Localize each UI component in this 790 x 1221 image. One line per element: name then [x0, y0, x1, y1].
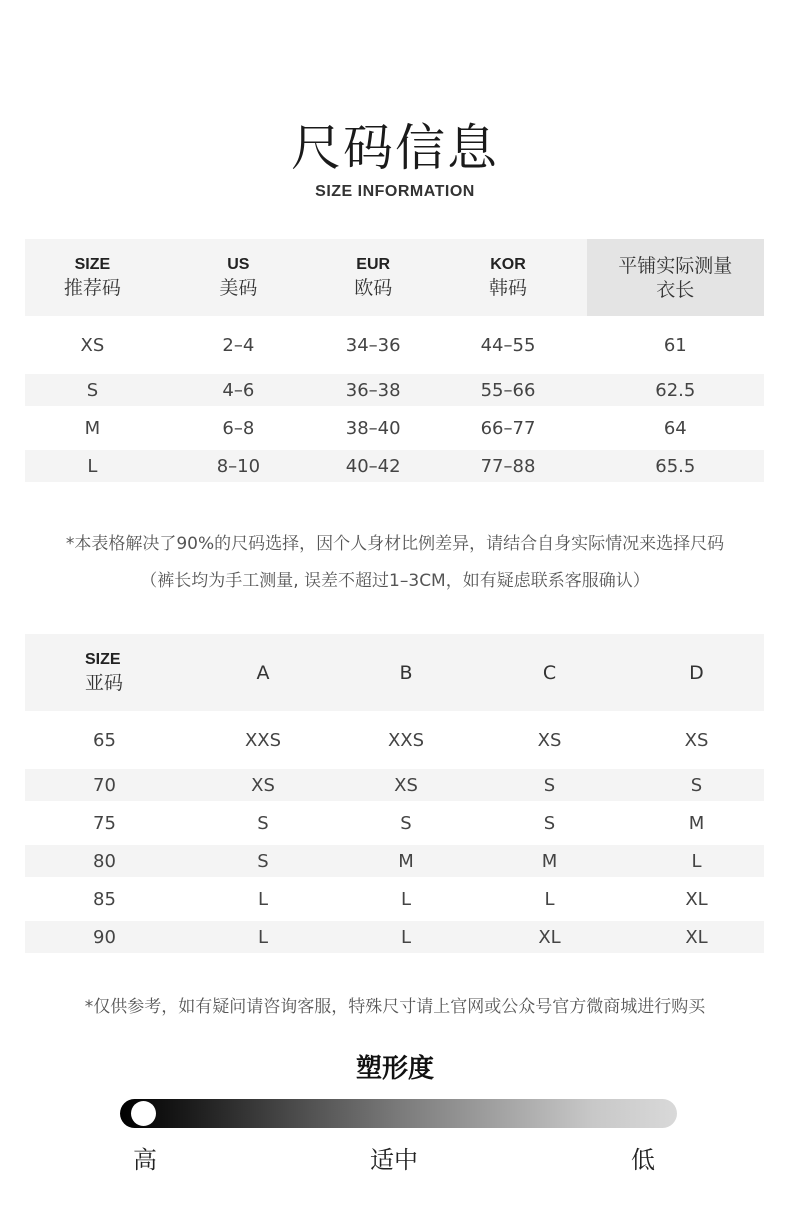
table-row — [25, 316, 764, 374]
header-us-en: US — [227, 255, 250, 273]
table-cell: 90 — [25, 921, 184, 953]
table-cell: 75 — [93, 812, 116, 834]
table-cell: S — [470, 769, 629, 801]
size-table — [25, 239, 764, 482]
shaping-label-low: 低 — [631, 1146, 655, 1174]
table-cell: 62.5 — [587, 374, 764, 406]
table-cell: S — [400, 812, 412, 834]
table-cell: M — [84, 417, 101, 439]
table-cell: 80 — [25, 845, 184, 877]
table-cell: 44–55 — [480, 334, 536, 356]
table-cell: 55–66 — [429, 374, 586, 406]
table-cell: 8–10 — [160, 450, 317, 482]
page-title: 尺码信息 — [291, 119, 499, 177]
table-cell: L — [629, 845, 764, 877]
asian-table-header — [25, 634, 764, 711]
table-cell: 65.5 — [587, 450, 764, 482]
table-cell: S — [257, 812, 269, 834]
size-note: *本表格解决了90%的尺码选择，因个人身材比例差异，请结合自身实际情况来选择尺码 — [65, 534, 725, 554]
header-asian-size-en: SIZE — [85, 650, 121, 668]
table-cell: XS — [537, 729, 562, 751]
table-cell: XL — [470, 921, 629, 953]
table-cell: 36–38 — [317, 374, 430, 406]
header-eur-cn: 欧码 — [354, 276, 393, 299]
header-length-line1: 平铺实际测量 — [618, 254, 733, 277]
table-cell: 61 — [663, 334, 687, 356]
table-cell: 4–6 — [160, 374, 317, 406]
table-cell: 40–42 — [317, 450, 430, 482]
table-cell: L — [184, 921, 342, 953]
asian-size-table — [25, 634, 764, 953]
table-cell: L — [257, 888, 269, 910]
header-length — [587, 239, 764, 316]
header-size-cn: 推荐码 — [63, 276, 121, 299]
header-us-cn: 美码 — [219, 276, 258, 299]
table-cell: L — [25, 450, 160, 482]
header-d: D — [629, 634, 764, 711]
table-cell: 85 — [93, 888, 116, 910]
table-cell: XXS — [244, 729, 282, 751]
table-cell: 2–4 — [222, 334, 255, 356]
table-cell: S — [25, 374, 160, 406]
table-cell: 77–88 — [429, 450, 586, 482]
shaping-label-high: 高 — [133, 1146, 157, 1174]
table-cell: 66–77 — [480, 417, 536, 439]
header-a: A — [184, 634, 342, 711]
header-eur-en: EUR — [356, 255, 391, 273]
header-eur — [317, 239, 430, 316]
header-asian-size — [25, 634, 184, 711]
header-kor-cn: 韩码 — [489, 276, 528, 299]
table-cell: 70 — [25, 769, 184, 801]
shaping-level-indicator — [131, 1101, 156, 1126]
shaping-label-mid: 适中 — [370, 1146, 418, 1174]
table-cell: L — [400, 888, 412, 910]
header-kor — [429, 239, 586, 316]
table-row — [25, 406, 764, 450]
table-cell: M — [688, 812, 705, 834]
table-row — [25, 374, 764, 406]
table-cell: XS — [684, 729, 709, 751]
table-cell: XS — [80, 334, 105, 356]
table-row — [25, 769, 764, 801]
header-size — [25, 239, 160, 316]
table-row — [25, 801, 764, 845]
header-b: B — [342, 634, 470, 711]
header-us — [160, 239, 317, 316]
table-cell: 65 — [93, 729, 116, 751]
table-cell: M — [342, 845, 470, 877]
table-row — [25, 711, 764, 769]
table-cell: 64 — [663, 417, 687, 439]
table-cell: XL — [685, 888, 708, 910]
table-row — [25, 450, 764, 482]
table-cell: S — [184, 845, 342, 877]
table-cell: XXS — [387, 729, 425, 751]
table-cell: L — [544, 888, 555, 910]
size-table-header — [25, 239, 764, 316]
table-row — [25, 921, 764, 953]
header-asian-size-cn: 亚码 — [85, 671, 124, 694]
table-cell: L — [342, 921, 470, 953]
table-row — [25, 845, 764, 877]
table-cell: XS — [342, 769, 470, 801]
page-subtitle: SIZE INFORMATION — [315, 183, 475, 200]
table-cell: XS — [184, 769, 342, 801]
header-c: C — [470, 634, 629, 711]
table-cell: S — [629, 769, 764, 801]
header-size-en: SIZE — [74, 255, 111, 273]
header-length-line2: 衣长 — [656, 278, 695, 301]
table-cell: S — [543, 812, 556, 834]
shaping-title: 塑形度 — [355, 1054, 434, 1084]
table-cell: 6–8 — [222, 417, 255, 439]
table-row — [25, 877, 764, 921]
table-cell: XL — [629, 921, 764, 953]
table-cell: 38–40 — [345, 417, 401, 439]
measurement-note: （裤长均为手工测量, 误差不超过1–3CM，如有疑虑联系客服确认） — [140, 571, 650, 591]
table-cell: M — [470, 845, 629, 877]
reference-note: *仅供参考，如有疑问请咨询客服，特殊尺寸请上官网或公众号官方微商城进行购买 — [84, 997, 706, 1017]
shaping-gradient-bar — [120, 1099, 677, 1128]
table-cell: 34–36 — [345, 334, 401, 356]
header-kor-en: KOR — [490, 255, 526, 273]
